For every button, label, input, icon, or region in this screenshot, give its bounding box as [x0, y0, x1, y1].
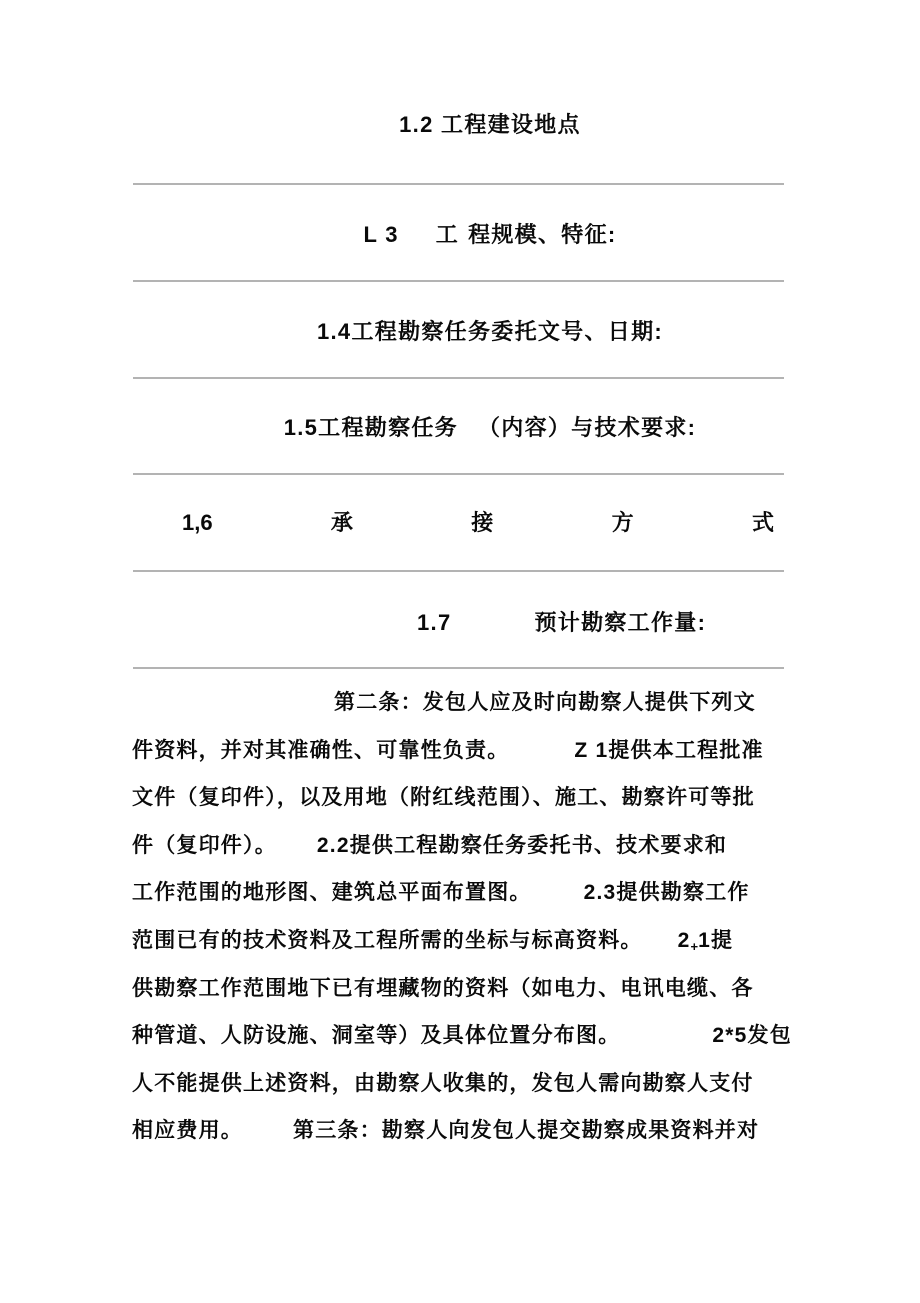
heading-segment: （内容）与技术要求: [477, 415, 697, 440]
fill-in-rule [133, 667, 784, 669]
paragraph-line [132, 1012, 852, 1060]
section-heading-1-7 [417, 610, 706, 636]
fill-in-rule [133, 183, 784, 185]
line-text: 范围已有的技术资料及工程所需的坐标与标高资料。 [132, 928, 643, 952]
paragraph-line [132, 869, 852, 917]
paragraph-line [132, 679, 852, 727]
line-text: 供勘察工作范围地下已有埋藏物的资料（如电力、电讯电缆、各 [132, 976, 754, 1000]
line-text: 2*5发包 [712, 1024, 792, 1048]
line-text: 第三条：勘察人向发包人提交勘察成果资料并对 [293, 1119, 760, 1143]
section-heading-1-5 [30, 415, 920, 441]
line-text: 件（复印件）。 [132, 833, 277, 857]
fill-in-rule [133, 570, 784, 572]
line-text: 文件（复印件），以及用地（附红线范围）、施工、勘察许可等批 [132, 786, 755, 810]
fill-in-rule [133, 280, 784, 282]
section-heading-1-4 [30, 319, 920, 345]
heading-segment: 1.5工程勘察任务 [283, 415, 458, 440]
heading-segment: 1.7 [417, 610, 452, 635]
section-heading-1-2 [30, 112, 920, 138]
paragraph-line [132, 917, 852, 965]
line-text: 相应费用。 [132, 1119, 243, 1143]
heading-segment: 1,6 [182, 510, 213, 535]
paragraph-line [132, 774, 852, 822]
heading-segment: 式 [751, 510, 774, 535]
line-text: 工作范围的地形图、建筑总平面布置图。 [132, 881, 532, 905]
heading-segment: 接 [471, 510, 494, 535]
paragraph-line [132, 822, 852, 870]
line-text: 人不能提供上述资料，由勘察人收集的，发包人需向勘察人支付 [132, 1071, 754, 1095]
section-heading-1-3 [30, 222, 920, 248]
paragraph-line [132, 1060, 852, 1108]
line-text: 件资料，并对其准确性、可靠性负责。 [132, 738, 510, 762]
paragraph-line [132, 1107, 852, 1155]
fill-in-rule [133, 377, 784, 379]
heading-text: 1.4工程勘察任务委托文号、日期: [316, 319, 663, 344]
paragraph-line [132, 965, 852, 1013]
line-text: 2.2提供工程勘察任务委托书、技术要求和 [316, 833, 728, 857]
heading-segment: 工 [435, 222, 460, 247]
line-text: Z 1提供本工程批准 [574, 738, 764, 762]
heading-segment: 预计勘察工作量: [534, 610, 707, 635]
heading-segment: 方 [611, 510, 634, 535]
heading-text: 1.2 工程建设地点 [399, 112, 581, 137]
line-text: 第二条：发包人应及时向勘察人提供下列文 [334, 691, 756, 714]
fill-in-rule [133, 473, 784, 475]
heading-segment: L 3 [363, 222, 399, 247]
line-text: 2 [677, 928, 691, 952]
line-text: 1提 [698, 928, 734, 952]
subscript-plus: + [690, 938, 699, 954]
clause-paragraph [132, 679, 852, 1155]
line-text: 种管道、人防设施、洞室等）及具体位置分布图。 [132, 1024, 621, 1048]
section-heading-1-6 [182, 510, 774, 536]
paragraph-line [132, 727, 852, 775]
heading-segment: 程规模、特征: [468, 222, 617, 247]
heading-segment: 承 [330, 510, 353, 535]
line-text: 2.3提供勘察工作 [583, 881, 750, 905]
